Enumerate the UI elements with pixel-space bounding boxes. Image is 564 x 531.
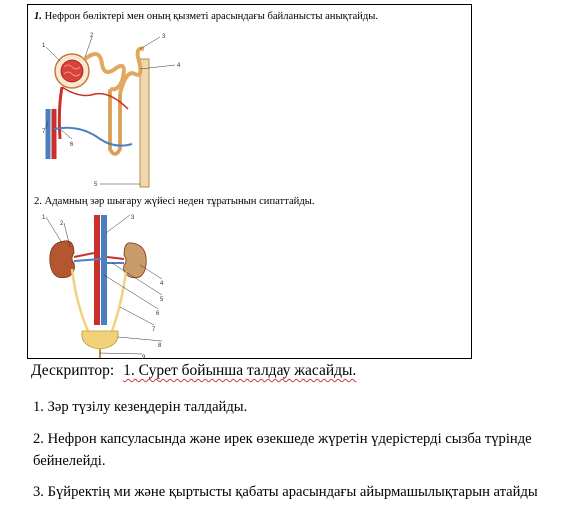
fig1-label-5: 5 [94, 182, 98, 188]
task-2-heading: 2. Адамның зәр шығару жүйесі неден тұратынын сипаттайды. [34, 196, 315, 207]
fig2-label-2: 2 [60, 221, 64, 227]
fig2-label-5: 5 [160, 297, 164, 303]
afferent-arteriole [59, 87, 62, 139]
vena-cava [101, 215, 107, 325]
task-frame [27, 4, 472, 359]
collecting-duct [140, 59, 149, 187]
fig2-label-3: 3 [131, 215, 135, 221]
fig1-label-1: 1 [42, 43, 46, 49]
descriptor-item-3: 3. Бүйректің ми және қыртысты қабаты арасындағы айырмашылықтарын атайды [33, 484, 538, 500]
bladder [82, 331, 118, 349]
fig2-label-1: 1 [42, 215, 46, 221]
descriptor-line [31, 362, 356, 380]
right-ureter [112, 271, 126, 331]
left-kidney [50, 241, 75, 278]
fig2-label-7: 7 [152, 327, 156, 333]
glomerulus [61, 60, 83, 82]
fig2-label-4: 4 [160, 281, 164, 287]
fig2-label-6: 6 [156, 311, 160, 317]
descriptor-item-1: 1. Зәр түзілу кезеңдерін талдайды. [33, 399, 248, 415]
fig1-label-4: 4 [177, 63, 181, 69]
descriptor-first: 1. Сурет бойынша талдау жасайды. [123, 362, 357, 379]
fig2-label-9: 9 [142, 355, 146, 359]
task-1-number: 1. [34, 11, 42, 22]
fig1-label-6: 6 [70, 142, 74, 148]
aorta [94, 215, 100, 325]
fig2-label-8: 8 [158, 343, 162, 349]
fig1-label-2: 2 [90, 33, 94, 39]
fig1-label-3: 3 [162, 34, 166, 40]
fig1-label-7: 7 [42, 129, 46, 135]
nephron-diagram [40, 29, 200, 189]
task-1-text: Нефрон бөліктері мен оның қызметі арасындағы байланысты анықтайды. [44, 11, 379, 22]
proximal-tubule [85, 54, 124, 89]
urinary-system-diagram [36, 213, 166, 359]
left-ureter [72, 269, 88, 331]
descriptor-item-2: 2. Нефрон капсуласында және ирек өзекшеде жүретін үдерістерді сызба түрінде бейнелейді. [33, 431, 532, 469]
task-1-heading [34, 11, 378, 22]
descriptor-label: Дескриптор: [31, 362, 115, 379]
